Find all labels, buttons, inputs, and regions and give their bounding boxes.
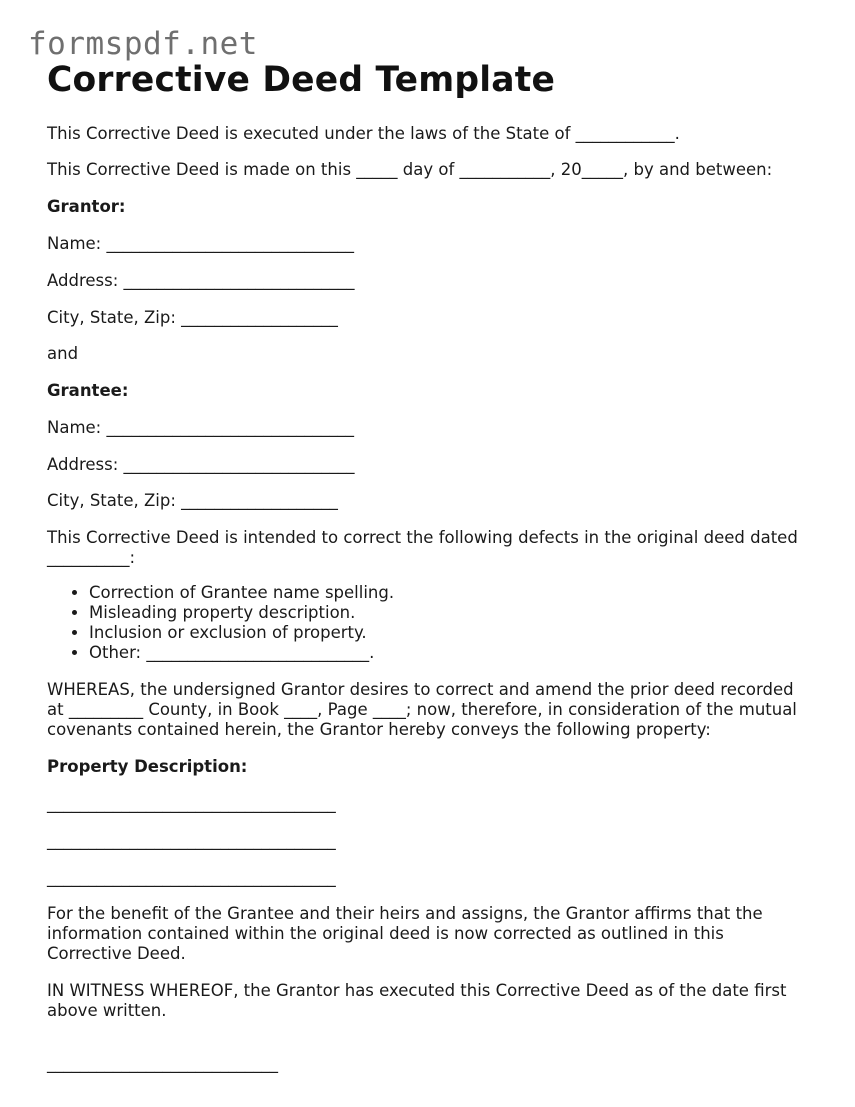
grantee-address-field: Address: ____________________________ [47, 455, 355, 474]
state-clause: This Corrective Deed is executed under the laws of the State of ____________. [47, 124, 680, 143]
signature-line: ____________________________ [47, 1053, 278, 1073]
property-line: ___________________________________ [47, 794, 336, 813]
property-line: ___________________________________ [47, 831, 336, 850]
date-clause: This Corrective Deed is made on this _____ day of ___________, 20_____, by and between: [47, 160, 773, 179]
grantee-city-field: City, State, Zip: ___________________ [47, 491, 338, 510]
property-description-heading: Property Description: [47, 757, 248, 776]
document-title: Corrective Deed Template [47, 60, 556, 100]
grantor-city-field: City, State, Zip: ___________________ [47, 308, 338, 327]
grantee-heading: Grantee: [47, 381, 129, 400]
list-item: • Other: ___________________________. [89, 643, 817, 663]
grantee-name-field: Name: ______________________________ [47, 418, 354, 437]
grantor-address-field: Address: ____________________________ [47, 271, 355, 290]
list-item: • Inclusion or exclusion of property. [89, 623, 817, 643]
grantor-name-field: Name: ______________________________ [47, 234, 354, 253]
watermark-logo: formspdf.net [28, 26, 258, 62]
witness-clause: IN WITNESS WHEREOF, the Grantor has executed this Corrective Deed as of the date first above written. [47, 981, 787, 1020]
and-connector: and [47, 344, 79, 363]
defects-intro: This Corrective Deed is intended to correct the following defects in the original deed dated __________: [47, 528, 798, 567]
benefit-clause: For the benefit of the Grantee and their heirs and assigns, the Grantor affirms that the information contained within the original deed is now corrected as outlined in this Corrective Deed. [47, 904, 763, 963]
list-item: • Correction of Grantee name spelling. [89, 583, 817, 603]
list-item: • Misleading property description. [89, 603, 817, 623]
defects-list [47, 583, 817, 663]
document-page [47, 60, 817, 1073]
grantor-heading: Grantor: [47, 197, 126, 216]
whereas-clause: WHEREAS, the undersigned Grantor desires to correct and amend the prior deed recorded at _________ County, in Book ____, Page ____; now, therefore, in consideration of the mutual covenants contained herein, the Grantor hereby conveys the following property: [47, 680, 797, 739]
property-line: ___________________________________ [47, 868, 336, 887]
